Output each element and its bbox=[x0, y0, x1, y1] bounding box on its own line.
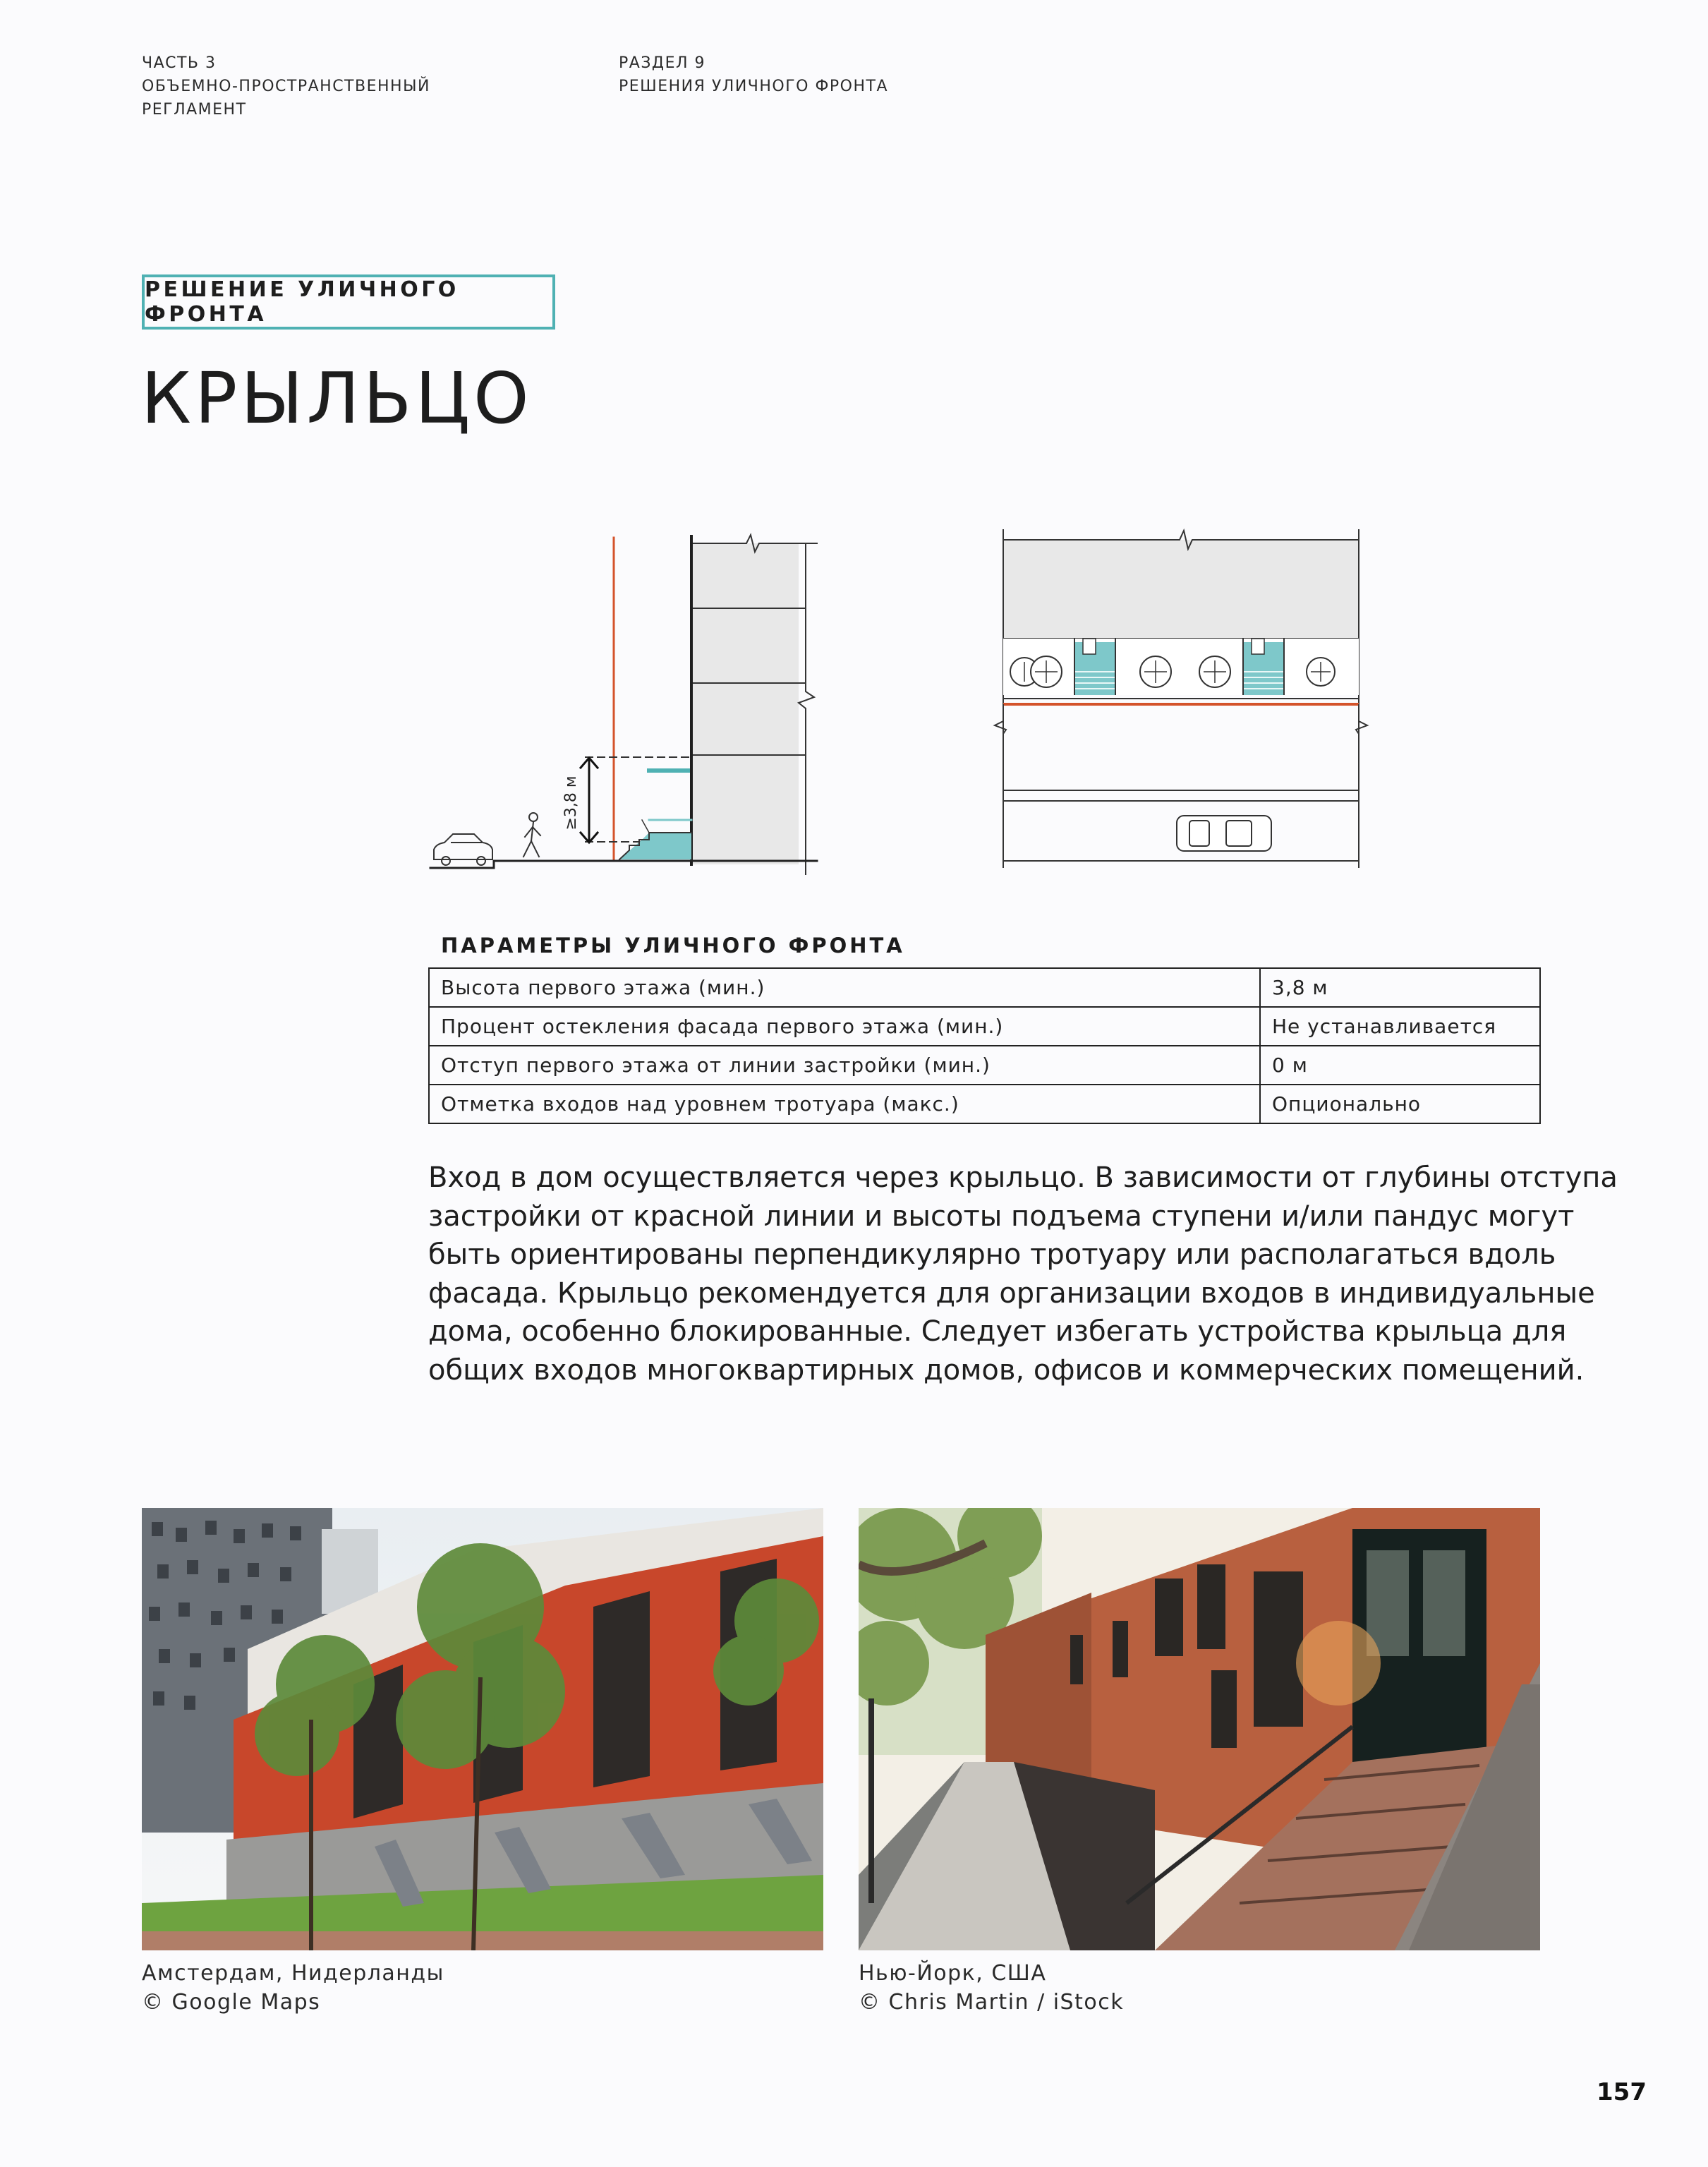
page-title: КРЫЛЬЦО bbox=[141, 357, 533, 440]
table-row bbox=[429, 968, 1540, 1007]
body-line: застройки от красной линии и высоты подъема ступени и/или пандус могут bbox=[428, 1200, 1575, 1233]
section-diagram bbox=[430, 535, 817, 875]
car-icon bbox=[434, 834, 492, 865]
params-table bbox=[428, 967, 1541, 1124]
params-title: ПАРАМЕТРЫ УЛИЧНОГО ФРОНТА bbox=[441, 934, 905, 958]
param-label: Отметка входов над уровнем тротуара (макс.) bbox=[429, 1085, 1260, 1123]
part-number: ЧАСТЬ 3 bbox=[142, 54, 217, 72]
part-title-line2: РЕГЛАМЕНТ bbox=[142, 101, 247, 119]
table-row bbox=[429, 1085, 1540, 1123]
body-paragraph bbox=[428, 1159, 1618, 1389]
table-row bbox=[429, 1046, 1540, 1085]
height-label: ≥3,8 м bbox=[562, 775, 580, 831]
caption-credit: © Google Maps bbox=[142, 1990, 321, 2015]
param-value: 0 м bbox=[1260, 1046, 1540, 1085]
body-line: дома, особенно блокированные. Следует избегать устройства крыльца для bbox=[428, 1315, 1567, 1348]
street-front-diagrams bbox=[416, 522, 1404, 875]
section-header bbox=[619, 52, 888, 98]
table-row bbox=[429, 1007, 1540, 1046]
caption-new-york bbox=[859, 1959, 1124, 2017]
caption-amsterdam bbox=[142, 1959, 444, 2017]
caption-place: Амстердам, Нидерланды bbox=[142, 1961, 444, 1986]
car-top-icon bbox=[1177, 816, 1271, 851]
caption-place: Нью-Йорк, США bbox=[859, 1961, 1047, 1986]
param-value: Опционально bbox=[1260, 1085, 1540, 1123]
section-title: РЕШЕНИЯ УЛИЧНОГО ФРОНТА bbox=[619, 78, 888, 95]
part-header bbox=[142, 52, 430, 121]
plan-diagram bbox=[995, 529, 1367, 868]
body-line: Вход в дом осуществляется через крыльцо. В зависимости от глубины отступа bbox=[428, 1161, 1618, 1194]
body-line: быть ориентированы перпендикулярно тротуару или располагаться вдоль bbox=[428, 1238, 1556, 1271]
param-label: Отступ первого этажа от линии застройки (мин.) bbox=[429, 1046, 1260, 1085]
pedestrian-icon bbox=[523, 813, 540, 857]
photo-new-york bbox=[859, 1508, 1540, 1950]
section-tag: РЕШЕНИЕ УЛИЧНОГО ФРОНТА bbox=[142, 274, 555, 330]
body-line: фасада. Крыльцо рекомендуется для организации входов в индивидуальные bbox=[428, 1276, 1595, 1310]
param-label: Процент остекления фасада первого этажа (мин.) bbox=[429, 1007, 1260, 1046]
part-title-line1: ОБЪЕМНО-ПРОСТРАНСТВЕННЫЙ bbox=[142, 78, 430, 95]
page-number: 157 bbox=[1597, 2078, 1647, 2106]
photo-amsterdam bbox=[142, 1508, 823, 1950]
param-value: Не устанавливается bbox=[1260, 1007, 1540, 1046]
caption-credit: © Chris Martin / iStock bbox=[859, 1990, 1125, 2015]
param-value: 3,8 м bbox=[1260, 968, 1540, 1007]
body-line: общих входов многоквартирных домов, офисов и коммерческих помещений. bbox=[428, 1353, 1585, 1387]
section-number: РАЗДЕЛ 9 bbox=[619, 54, 706, 72]
param-label: Высота первого этажа (мин.) bbox=[429, 968, 1260, 1007]
